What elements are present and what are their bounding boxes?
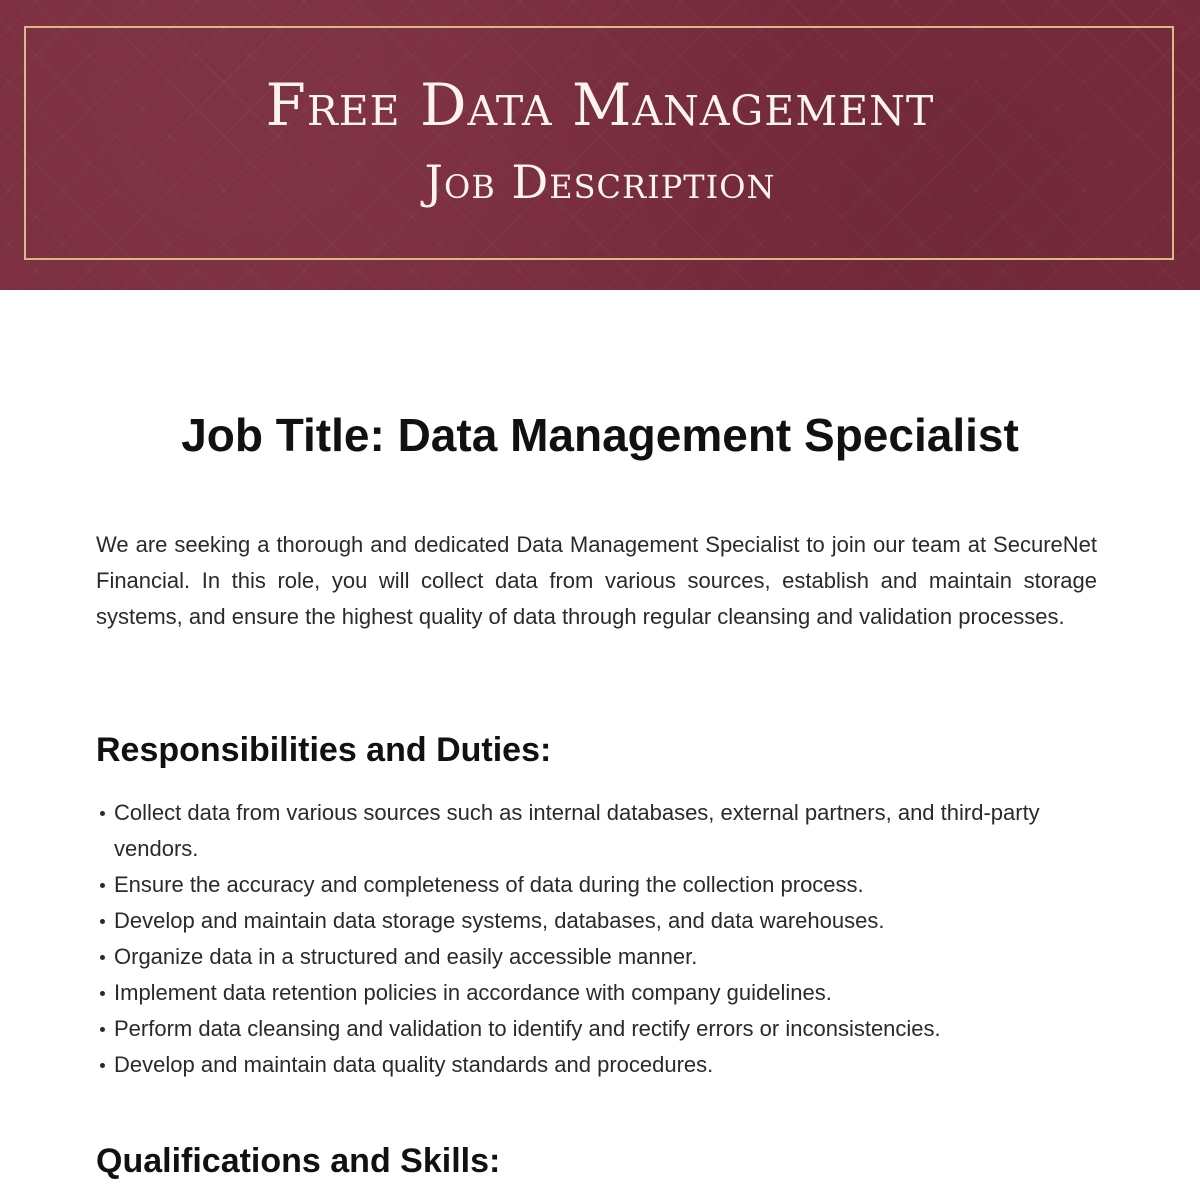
list-item: Organize data in a structured and easily accessible manner. [96, 939, 1106, 975]
banner-frame [24, 26, 1174, 260]
header-banner [0, 0, 1200, 290]
banner-subtitle: Job Description [424, 155, 776, 209]
responsibilities-heading: Responsibilities and Duties: [96, 731, 552, 769]
list-item: Develop and maintain data quality standards and procedures. [96, 1047, 1106, 1083]
list-item: Implement data retention policies in accordance with company guidelines. [96, 975, 1106, 1011]
qualifications-heading: Qualifications and Skills: [96, 1142, 501, 1180]
banner-title: Free Data Management [265, 71, 935, 139]
list-item: Develop and maintain data storage systems, databases, and data warehouses. [96, 903, 1106, 939]
responsibilities-list [96, 795, 1106, 1083]
job-title: Job Title: Data Management Specialist [181, 409, 1019, 461]
intro-paragraph: We are seeking a thorough and dedicated Data Management Specialist to join our team at SecureNet Financial. In this role, you will collect data from various sources, establish and maintain storage systems, and ensure the highest quality of data through regular cleansing and validation processes. [96, 532, 1097, 629]
list-item: Ensure the accuracy and completeness of data during the collection process. [96, 867, 1106, 903]
list-item: Perform data cleansing and validation to identify and rectify errors or inconsistencies. [96, 1011, 1106, 1047]
list-item: Collect data from various sources such as internal databases, external partners, and third-party vendors. [96, 795, 1106, 867]
